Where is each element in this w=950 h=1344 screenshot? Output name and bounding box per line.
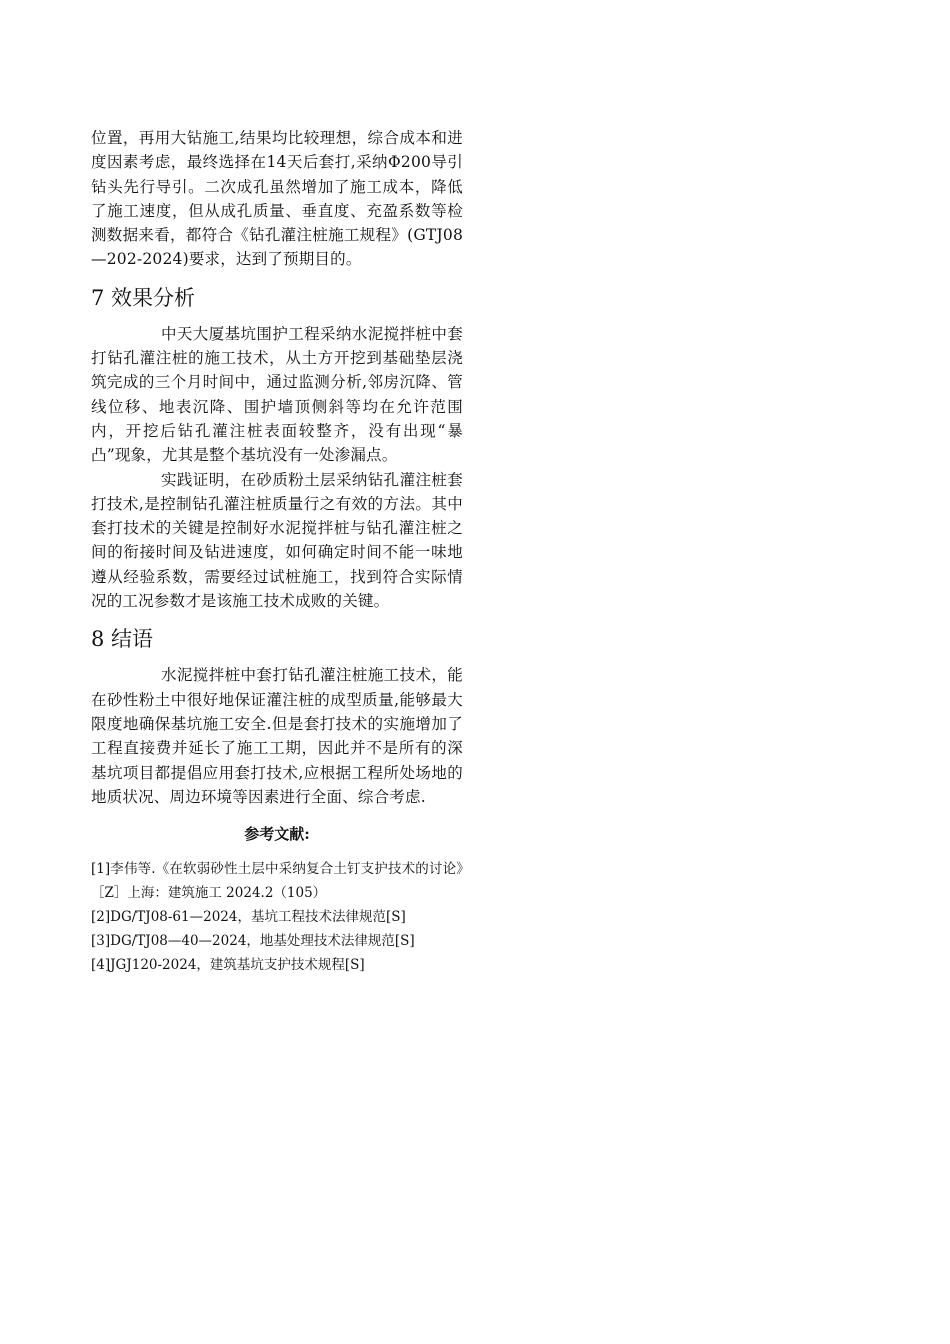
reference-item: [1]李伟等.《在软弱砂性土层中采纳复合土钉支护技术的讨论》［Z］上海：建筑施工 2024.2（105） <box>91 861 463 902</box>
section-7-paragraph-2: 实践证明，在砂质粉土层采纳钻孔灌注桩套打技术,是控制钻孔灌注桩质量行之有效的方法。其中套打技术的关键是控制好水泥搅拌桩与钻孔灌注桩之间的衔接时间及钻进速度，如何确定时间不能一味地遵从经验系数，需要经过试桩施工，找到符合实际情况的工况参数才是该施工技术成败的关键。 <box>91 470 463 611</box>
reference-item: [4]JGJ120-2024，建筑基坑支护技术规程[S] <box>91 957 365 974</box>
reference-item: [2]DG/TJ08-61—2024，基坑工程技术法律规范[S] <box>91 909 406 926</box>
references-list <box>91 857 463 977</box>
reference-item: [3]DG/TJ08—40—2024，地基处理技术法律规范[S] <box>91 933 415 950</box>
section-7-paragraph-1: 中天大厦基坑围护工程采纳水泥搅拌桩中套打钻孔灌注桩的施工技术，从土方开挖到基础垫层浇筑完成的三个月时间中，通过监测分析,邻房沉降、管线位移、地表沉降、围护墙顶侧斜等均在允许范围内，开挖后钻孔灌注桩表面较整齐，没有出现“暴凸”现象，尤其是整个基坑没有一处渗漏点。 <box>91 324 463 465</box>
section-8-heading: 8 结语 <box>91 627 154 652</box>
section-7-heading: 7 效果分析 <box>91 285 196 310</box>
references-title: 参考文献: <box>244 825 310 844</box>
section-8-paragraph-1: 水泥搅拌桩中套打钻孔灌注桩施工技术，能在砂性粉土中很好地保证灌注桩的成型质量,能够最大限度地确保基坑施工安全.但是套打技术的实施增加了工程直接费并延长了施工工期，因此并不是所有的深基坑项目都提倡应用套打技术,应根据工程所处场地的地质状况、周边环境等因素进行全面、综合考虑. <box>91 666 463 806</box>
article-column <box>91 126 463 977</box>
continuation-paragraph: 位置，再用大钻施工,结果均比较理想，综合成本和进度因素考虑，最终选择在14天后套打,采纳Φ200导引钻头先行导引。二次成孔虽然增加了施工成本，降低了施工速度，但从成孔质量、垂直度、充盈系数等检测数据来看，都符合《钻孔灌注桩施工规程》(GTJ08—202-2024)要求，达到了预期目的。 <box>91 129 463 269</box>
